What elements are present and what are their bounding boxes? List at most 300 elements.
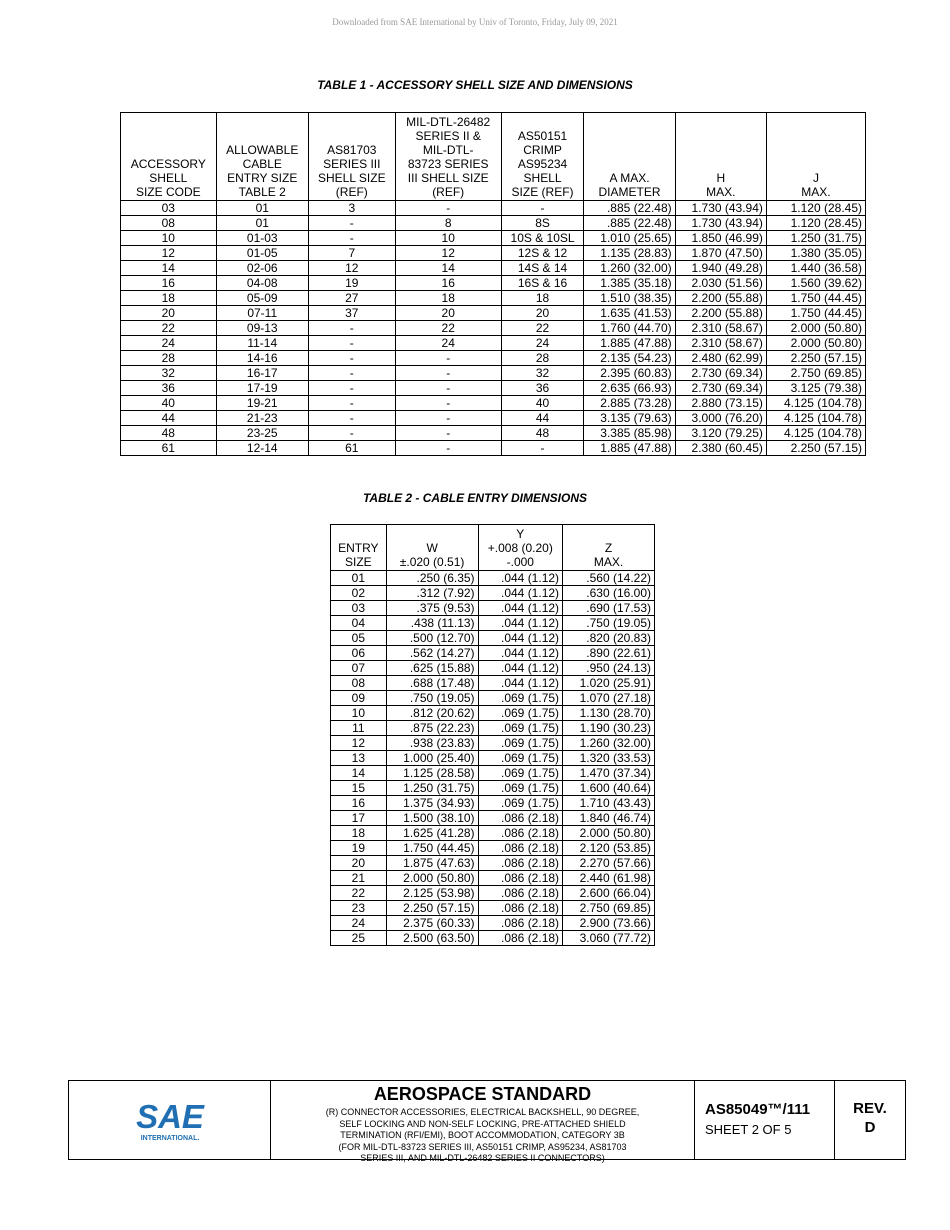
table-row (121, 231, 866, 246)
table-cell: 10S & 10SL (501, 231, 584, 246)
table-cell: 2.310 (58.67) (675, 321, 766, 336)
table-row (331, 736, 655, 751)
table-row (121, 276, 866, 291)
table-cell: .069 (1.75) (478, 781, 562, 796)
table-cell: 2.125 (53.98) (386, 886, 478, 901)
table2-body (331, 571, 655, 946)
table-cell: 2.310 (58.67) (675, 336, 766, 351)
table-cell: .086 (2.18) (478, 931, 562, 946)
table-cell: 1.120 (28.45) (766, 216, 865, 231)
table-row (121, 336, 866, 351)
table-cell: 2.885 (73.28) (584, 396, 675, 411)
table-cell: 03 (331, 601, 387, 616)
table-cell: .044 (1.12) (478, 646, 562, 661)
table-cell: .086 (2.18) (478, 826, 562, 841)
table-cell: .069 (1.75) (478, 736, 562, 751)
table-cell: .375 (9.53) (386, 601, 478, 616)
standard-title: AEROSPACE STANDARD (373, 1084, 592, 1104)
table-cell: .625 (15.88) (386, 661, 478, 676)
table-row (331, 586, 655, 601)
table-cell: 7 (308, 246, 395, 261)
table-cell: 23 (331, 901, 387, 916)
table-cell: .885 (22.48) (584, 216, 675, 231)
table-row (121, 291, 866, 306)
table-cell: 23-25 (216, 426, 308, 441)
table-cell: 18 (395, 291, 501, 306)
table-cell: 2.635 (66.93) (584, 381, 675, 396)
table-cell: .890 (22.61) (563, 646, 655, 661)
table-cell: .250 (6.35) (386, 571, 478, 586)
table-cell: 1.625 (41.28) (386, 826, 478, 841)
table-cell: 22 (501, 321, 584, 336)
table-cell: 11 (331, 721, 387, 736)
table-cell: 17-19 (216, 381, 308, 396)
table-cell: 11-14 (216, 336, 308, 351)
table-cell: - (501, 201, 584, 216)
table-cell: 2.480 (62.99) (675, 351, 766, 366)
table2-header-col-1: W ±.020 (0.51) (386, 525, 478, 571)
table-cell: 18 (331, 826, 387, 841)
table1-header-col-3: MIL-DTL-26482 SERIES II & MIL-DTL- 83723 SERIES III SHELL SIZE (REF) (395, 113, 501, 201)
table-cell: - (395, 381, 501, 396)
table-cell: 2.500 (63.50) (386, 931, 478, 946)
table-cell: 1.500 (38.10) (386, 811, 478, 826)
title-block-description (271, 1081, 695, 1163)
table-cell: - (395, 441, 501, 456)
table1-header-col-4: AS50151 CRIMP AS95234 SHELL SIZE (REF) (501, 113, 584, 201)
table-cell: 1.250 (31.75) (386, 781, 478, 796)
table-cell: .044 (1.12) (478, 601, 562, 616)
table-cell: 1.840 (46.74) (563, 811, 655, 826)
revision-cell (835, 1081, 905, 1159)
sae-logo-subtext: INTERNATIONAL. (140, 1135, 199, 1142)
table-cell: 08 (331, 676, 387, 691)
table-cell: 1.750 (44.45) (766, 291, 865, 306)
table-cell: 16-17 (216, 366, 308, 381)
table-cell: 1.885 (47.88) (584, 336, 675, 351)
table-cell: 37 (308, 306, 395, 321)
table-cell: 1.380 (35.05) (766, 246, 865, 261)
table-cell: .044 (1.12) (478, 676, 562, 691)
sae-logo-mark (130, 1097, 210, 1143)
table1-header-col-7: J MAX. (766, 113, 865, 201)
table-cell: .086 (2.18) (478, 871, 562, 886)
table-cell: 1.885 (47.88) (584, 441, 675, 456)
table-cell: 20 (331, 856, 387, 871)
table-row (331, 661, 655, 676)
table-cell: 4.125 (104.78) (766, 396, 865, 411)
table-cell: 01 (216, 216, 308, 231)
table-row (331, 751, 655, 766)
table-cell: 21 (331, 871, 387, 886)
table-cell: 15 (331, 781, 387, 796)
table-cell: .500 (12.70) (386, 631, 478, 646)
table-cell: 44 (501, 411, 584, 426)
table-cell: 3.000 (76.20) (675, 411, 766, 426)
table-cell: 12-14 (216, 441, 308, 456)
table-cell: 32 (121, 366, 217, 381)
table-cell: - (308, 396, 395, 411)
document-number: AS85049™/111 (705, 1101, 811, 1118)
table1-header-col-5: A MAX. DIAMETER (584, 113, 675, 201)
table-cell: .069 (1.75) (478, 766, 562, 781)
table-cell: 14 (331, 766, 387, 781)
table1-shell-sizes (120, 112, 866, 456)
table-cell: .875 (22.23) (386, 721, 478, 736)
table-cell: .688 (17.48) (386, 676, 478, 691)
table-cell: .690 (17.53) (563, 601, 655, 616)
table-cell: 1.850 (46.99) (675, 231, 766, 246)
table-cell: 22 (395, 321, 501, 336)
table-cell: .044 (1.12) (478, 571, 562, 586)
table-cell: 1.010 (25.65) (584, 231, 675, 246)
table-cell: .750 (19.05) (386, 691, 478, 706)
table-cell: 19 (331, 841, 387, 856)
table-cell: - (395, 426, 501, 441)
table-row (331, 706, 655, 721)
table-cell: 2.250 (57.15) (766, 441, 865, 456)
table-cell: .069 (1.75) (478, 751, 562, 766)
table1-body (121, 201, 866, 456)
table-cell: 1.070 (27.18) (563, 691, 655, 706)
table-cell: 2.000 (50.80) (386, 871, 478, 886)
table-row (331, 916, 655, 931)
table-cell: 40 (121, 396, 217, 411)
revision-value: D (864, 1119, 876, 1136)
sae-logo-text: SAE (135, 1098, 204, 1135)
download-watermark: Downloaded from SAE International by Univ of Toronto, Friday, July 09, 2021 (332, 17, 618, 27)
table-cell: 28 (501, 351, 584, 366)
table-row (121, 321, 866, 336)
table-cell: 04-08 (216, 276, 308, 291)
table-cell: 1.875 (47.63) (386, 856, 478, 871)
table-cell: - (395, 411, 501, 426)
table-row (121, 306, 866, 321)
table-cell: 4.125 (104.78) (766, 411, 865, 426)
table-cell: - (308, 321, 395, 336)
table-cell: 22 (331, 886, 387, 901)
table-cell: 05 (331, 631, 387, 646)
table-row (331, 931, 655, 946)
table-cell: 08 (121, 216, 217, 231)
table-cell: 8S (501, 216, 584, 231)
table-row (331, 721, 655, 736)
table-row (331, 646, 655, 661)
table-cell: - (308, 351, 395, 366)
table1-header-col-1: ALLOWABLE CABLE ENTRY SIZE TABLE 2 (216, 113, 308, 201)
table-cell: 3.385 (85.98) (584, 426, 675, 441)
table-cell: 2.000 (50.80) (766, 336, 865, 351)
table-cell: 2.200 (55.88) (675, 291, 766, 306)
table-cell: - (308, 426, 395, 441)
table-row (331, 811, 655, 826)
table-cell: 04 (331, 616, 387, 631)
table-cell: .812 (20.62) (386, 706, 478, 721)
table-cell: 01 (216, 201, 308, 216)
table-cell: .069 (1.75) (478, 721, 562, 736)
table-cell: 02 (331, 586, 387, 601)
table-cell: 1.120 (28.45) (766, 201, 865, 216)
table-row (331, 691, 655, 706)
table-cell: 32 (501, 366, 584, 381)
table-row (331, 781, 655, 796)
table-cell: 2.880 (73.15) (675, 396, 766, 411)
table-cell: .069 (1.75) (478, 691, 562, 706)
table-cell: 2.030 (51.56) (675, 276, 766, 291)
table-cell: 1.510 (38.35) (584, 291, 675, 306)
table-cell: 2.000 (50.80) (766, 321, 865, 336)
table-cell: - (501, 441, 584, 456)
table-cell: .312 (7.92) (386, 586, 478, 601)
table1-header-col-0: ACCESSORY SHELL SIZE CODE (121, 113, 217, 201)
table-cell: 2.600 (66.04) (563, 886, 655, 901)
table-cell: 1.135 (28.83) (584, 246, 675, 261)
table-cell: 27 (308, 291, 395, 306)
table-cell: .750 (19.05) (563, 616, 655, 631)
table-cell: 19 (308, 276, 395, 291)
document-number-cell (695, 1081, 835, 1159)
table-cell: 07 (331, 661, 387, 676)
table-cell: 1.125 (28.58) (386, 766, 478, 781)
table-cell: 1.130 (28.70) (563, 706, 655, 721)
table-cell: 2.250 (57.15) (386, 901, 478, 916)
table-cell: .044 (1.12) (478, 616, 562, 631)
table1-title: TABLE 1 - ACCESSORY SHELL SIZE AND DIMENSIONS (317, 78, 633, 92)
table-cell: 3.135 (79.63) (584, 411, 675, 426)
table-cell: 8 (395, 216, 501, 231)
table-cell: 36 (501, 381, 584, 396)
table-cell: 1.000 (25.40) (386, 751, 478, 766)
table-row (121, 396, 866, 411)
table-row (121, 441, 866, 456)
table-cell: .086 (2.18) (478, 901, 562, 916)
table-cell: 22 (121, 321, 217, 336)
table-cell: .044 (1.12) (478, 661, 562, 676)
table-row (121, 216, 866, 231)
table-cell: .069 (1.75) (478, 796, 562, 811)
table-cell: 12 (331, 736, 387, 751)
table-row (331, 886, 655, 901)
table-cell: .086 (2.18) (478, 841, 562, 856)
table-cell: 16S & 16 (501, 276, 584, 291)
table-cell: 20 (501, 306, 584, 321)
table-cell: 2.750 (69.85) (563, 901, 655, 916)
table-row (331, 676, 655, 691)
table-cell: 1.260 (32.00) (584, 261, 675, 276)
table-cell: 61 (121, 441, 217, 456)
table-cell: .069 (1.75) (478, 706, 562, 721)
table-cell: 12 (308, 261, 395, 276)
table-cell: 01-05 (216, 246, 308, 261)
table2-title: TABLE 2 - CABLE ENTRY DIMENSIONS (362, 491, 588, 505)
table-cell: .630 (16.00) (563, 586, 655, 601)
table-row (331, 631, 655, 646)
table-cell: .950 (24.13) (563, 661, 655, 676)
table-cell: 2.750 (69.85) (766, 366, 865, 381)
table-cell: 1.730 (43.94) (675, 201, 766, 216)
table-cell: 03 (121, 201, 217, 216)
table-cell: .086 (2.18) (478, 856, 562, 871)
table-cell: 02-06 (216, 261, 308, 276)
table-cell: 1.375 (34.93) (386, 796, 478, 811)
table-row (331, 601, 655, 616)
table-row (331, 616, 655, 631)
table-cell: 2.395 (60.83) (584, 366, 675, 381)
table-cell: 48 (121, 426, 217, 441)
table-cell: 24 (501, 336, 584, 351)
table2-header-col-2: Y +.008 (0.20) -.000 (478, 525, 562, 571)
table1-header-col-2: AS81703 SERIES III SHELL SIZE (REF) (308, 113, 395, 201)
table-row (331, 901, 655, 916)
standard-description: (R) CONNECTOR ACCESSORIES, ELECTRICAL BACKSHELL, 90 DEGREE, SELF LOCKING AND NON-SELF LOCKING, PRE-ATTACHED SHIELD TERMINATION (RFI/EMI), BOOT ACCOMMODATION, CATEGORY 3B (FOR MIL-DTL-83723 SERIES III, AS50151 CRIMP, AS95234, AS81703 SERIES III, AND MIL-DTL-26482 SERIES II CONNECTORS) (325, 1107, 640, 1163)
table-cell: 48 (501, 426, 584, 441)
table-cell: 12 (121, 246, 217, 261)
table-cell: 10 (331, 706, 387, 721)
table-cell: .044 (1.12) (478, 631, 562, 646)
table-cell: 1.730 (43.94) (675, 216, 766, 231)
table-cell: 20 (395, 306, 501, 321)
table-cell: 1.320 (33.53) (563, 751, 655, 766)
table-cell: 4.125 (104.78) (766, 426, 865, 441)
table-row (121, 411, 866, 426)
table-cell: 3.120 (79.25) (675, 426, 766, 441)
table-cell: 16 (121, 276, 217, 291)
table-row (331, 856, 655, 871)
table-cell: 1.750 (44.45) (766, 306, 865, 321)
table-cell: 61 (308, 441, 395, 456)
sae-logo (69, 1081, 271, 1159)
table-cell: 2.440 (61.98) (563, 871, 655, 886)
table-cell: 1.190 (30.23) (563, 721, 655, 736)
table-cell: - (308, 366, 395, 381)
table2-header-col-0: ENTRY SIZE (331, 525, 387, 571)
table-cell: 2.000 (50.80) (563, 826, 655, 841)
revision-label: REV. (853, 1100, 887, 1117)
table-cell: .086 (2.18) (478, 916, 562, 931)
table-cell: 18 (121, 291, 217, 306)
table-cell: .086 (2.18) (478, 811, 562, 826)
table-cell: 2.730 (69.34) (675, 366, 766, 381)
table-cell: 24 (121, 336, 217, 351)
table-cell: 20 (121, 306, 217, 321)
table-cell: 19-21 (216, 396, 308, 411)
table1-header-row (121, 113, 866, 201)
table-cell: .885 (22.48) (584, 201, 675, 216)
table-cell: 07-11 (216, 306, 308, 321)
table-cell: 2.375 (60.33) (386, 916, 478, 931)
table-row (331, 841, 655, 856)
table-cell: 16 (331, 796, 387, 811)
table-cell: - (395, 201, 501, 216)
table-cell: 10 (121, 231, 217, 246)
table-cell: 17 (331, 811, 387, 826)
table-cell: 14S & 14 (501, 261, 584, 276)
table-cell: 2.250 (57.15) (766, 351, 865, 366)
table-cell: 2.200 (55.88) (675, 306, 766, 321)
table-cell: 05-09 (216, 291, 308, 306)
table-cell: 2.380 (60.45) (675, 441, 766, 456)
table-cell: 2.270 (57.66) (563, 856, 655, 871)
table-cell: 24 (331, 916, 387, 931)
table-row (121, 426, 866, 441)
table-cell: 1.760 (44.70) (584, 321, 675, 336)
table-cell: 09 (331, 691, 387, 706)
table-cell: .044 (1.12) (478, 586, 562, 601)
table-row (121, 261, 866, 276)
table-cell: 14-16 (216, 351, 308, 366)
table2-header-row (331, 525, 655, 571)
table-row (331, 766, 655, 781)
table-cell: 14 (395, 261, 501, 276)
table-row (331, 571, 655, 586)
table-cell: 01-03 (216, 231, 308, 246)
table-cell: - (308, 336, 395, 351)
sheet-number: SHEET 2 OF 5 (705, 1122, 792, 1137)
table-cell: 1.940 (49.28) (675, 261, 766, 276)
table-cell: 2.120 (53.85) (563, 841, 655, 856)
table-cell: 1.600 (40.64) (563, 781, 655, 796)
table-cell: 3.125 (79.38) (766, 381, 865, 396)
table-cell: .820 (20.83) (563, 631, 655, 646)
table-cell: 1.470 (37.34) (563, 766, 655, 781)
table-cell: 06 (331, 646, 387, 661)
table-cell: 1.560 (39.62) (766, 276, 865, 291)
table-cell: - (308, 411, 395, 426)
table-cell: 1.250 (31.75) (766, 231, 865, 246)
table-cell: 1.870 (47.50) (675, 246, 766, 261)
table-cell: 28 (121, 351, 217, 366)
table-cell: 25 (331, 931, 387, 946)
table-cell: 3 (308, 201, 395, 216)
table-cell: .562 (14.27) (386, 646, 478, 661)
table-cell: 1.635 (41.53) (584, 306, 675, 321)
table-cell: - (395, 351, 501, 366)
table-cell: 10 (395, 231, 501, 246)
table-cell: - (308, 231, 395, 246)
table-cell: 2.900 (73.66) (563, 916, 655, 931)
table-row (121, 201, 866, 216)
table-cell: 09-13 (216, 321, 308, 336)
table-cell: 24 (395, 336, 501, 351)
table-cell: 36 (121, 381, 217, 396)
table-cell: 2.730 (69.34) (675, 381, 766, 396)
table-cell: 18 (501, 291, 584, 306)
table-cell: 1.440 (36.58) (766, 261, 865, 276)
table-cell: 1.020 (25.91) (563, 676, 655, 691)
table-row (331, 796, 655, 811)
table-row (121, 381, 866, 396)
table-cell: 01 (331, 571, 387, 586)
table-cell: 1.750 (44.45) (386, 841, 478, 856)
table-cell: - (395, 366, 501, 381)
table-cell: .560 (14.22) (563, 571, 655, 586)
table-cell: - (308, 216, 395, 231)
table-cell: 2.135 (54.23) (584, 351, 675, 366)
table-cell: .086 (2.18) (478, 886, 562, 901)
title-block (68, 1080, 906, 1163)
table-cell: 12S & 12 (501, 246, 584, 261)
table-row (331, 871, 655, 886)
table-row (121, 351, 866, 366)
table-cell: 21-23 (216, 411, 308, 426)
table-cell: .938 (23.83) (386, 736, 478, 751)
table-row (331, 826, 655, 841)
table-cell: - (395, 396, 501, 411)
table-cell: 44 (121, 411, 217, 426)
table-cell: 1.385 (35.18) (584, 276, 675, 291)
table-cell: 16 (395, 276, 501, 291)
table-cell: 40 (501, 396, 584, 411)
